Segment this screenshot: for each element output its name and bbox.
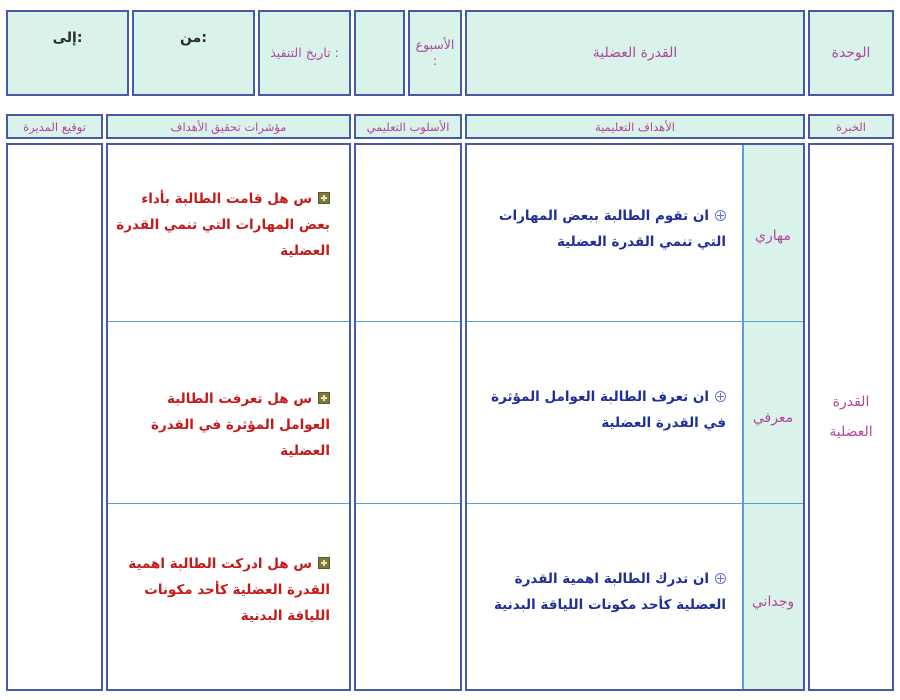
col-header-method: الأسلوب التعليمي xyxy=(354,114,462,139)
bullet-plus-icon xyxy=(715,391,726,402)
row-divider xyxy=(467,321,803,322)
week-label: الأسبوع xyxy=(415,36,455,52)
week-input-cell[interactable] xyxy=(354,10,405,96)
row-divider xyxy=(356,503,460,504)
to-label: إلى: xyxy=(52,30,83,46)
bullet-square-icon xyxy=(318,192,330,204)
from-cell[interactable] xyxy=(132,10,255,96)
row-divider xyxy=(356,321,460,322)
row-divider xyxy=(108,321,349,322)
col-header-experience: الخبرة xyxy=(808,114,894,139)
objective-3: ان تدرك الطالبة اهمية القدرة العضلية كأحد مكونات اللياقة البدنية xyxy=(493,571,726,613)
bullet-plus-icon xyxy=(715,573,726,584)
col-header-principal-signature: توقيع المديرة xyxy=(6,114,103,139)
bullet-plus-icon xyxy=(715,210,726,221)
experience-value: القدرة العضلية xyxy=(829,394,873,440)
principal-signature-cell[interactable] xyxy=(6,143,103,691)
date-label: تاريخ التنفيذ : xyxy=(270,44,339,60)
unit-value: القدرة العضلية xyxy=(592,44,678,61)
domain-skill: مهاري xyxy=(755,228,791,244)
experience-cell xyxy=(808,143,894,691)
unit-label: الوحدة xyxy=(831,44,871,61)
indicator-2: س هل تعرفت الطالبة العوامل المؤثرة في القدرة العضلية xyxy=(150,391,330,459)
unit-label-cell xyxy=(808,10,894,96)
indicator-1: س هل قامت الطالبة بأداء بعض المهارات التي تنمي القدرة العضلية xyxy=(116,191,330,259)
indicator-3: س هل ادركت الطالبة اهمية القدرة العضلية كأحد مكونات اللياقة البدنية xyxy=(128,556,330,624)
bullet-square-icon xyxy=(318,392,330,404)
col-header-objectives: الأهداف التعليمية xyxy=(465,114,805,139)
date-label-cell xyxy=(258,10,351,96)
bullet-square-icon xyxy=(318,557,330,569)
row-divider xyxy=(108,503,349,504)
to-cell[interactable] xyxy=(6,10,129,96)
unit-value-cell xyxy=(465,10,805,96)
method-cell[interactable] xyxy=(354,143,462,691)
week-label-cell xyxy=(408,10,462,96)
domain-affective: وجداني xyxy=(751,594,795,610)
domain-cognitive: معرفي xyxy=(752,410,794,426)
week-value: : xyxy=(432,53,438,68)
row-divider xyxy=(467,503,803,504)
from-label: من: xyxy=(180,30,207,46)
objective-2: ان تعرف الطالبة العوامل المؤثرة في القدرة العضلية xyxy=(491,389,726,431)
col-header-indicators: مؤشرات تحقيق الأهداف xyxy=(106,114,351,139)
objective-1: ان تقوم الطالبة ببعض المهارات التي تنمي القدرة العضلية xyxy=(498,208,726,250)
